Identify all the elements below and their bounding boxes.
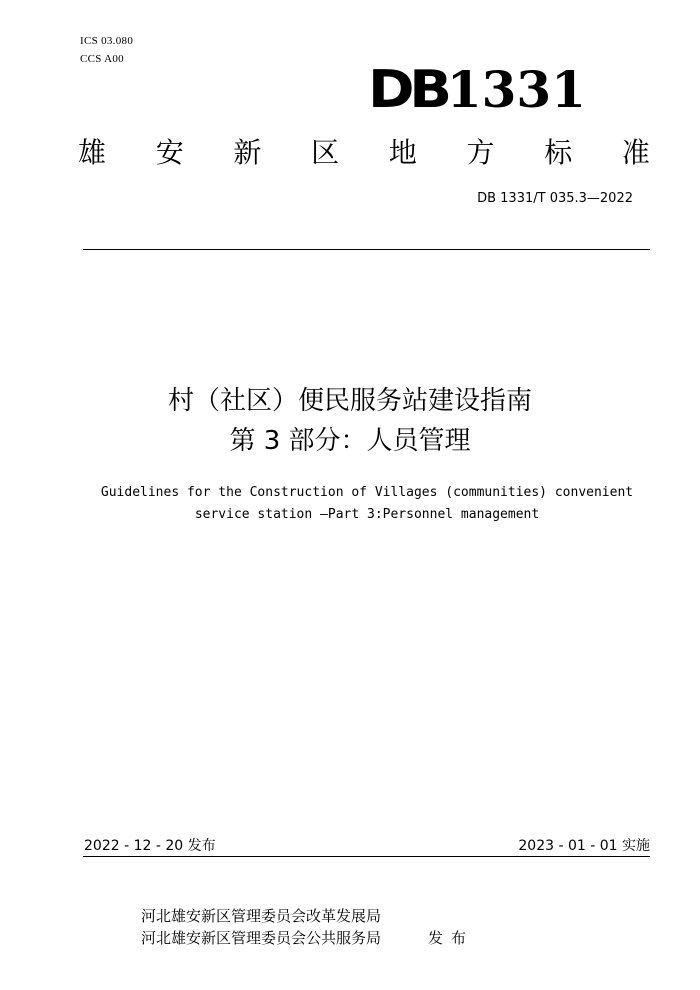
bottom-divider bbox=[83, 856, 650, 857]
top-divider bbox=[83, 249, 650, 250]
standard-type-char: 方 bbox=[466, 136, 495, 169]
standard-type-char: 标 bbox=[544, 136, 573, 169]
title-en-line2: service station —Part 3:Personnel management bbox=[194, 507, 540, 522]
standard-type-char: 安 bbox=[155, 136, 184, 169]
title-cn-line2: 第 3 部分：人员管理 bbox=[229, 426, 471, 456]
standard-type-heading bbox=[78, 133, 650, 173]
standard-type-char: 区 bbox=[311, 136, 340, 169]
title-cn-line1: 村（社区）便民服务站建设指南 bbox=[167, 386, 532, 416]
issue-label: 发布 bbox=[428, 929, 475, 947]
issuer-line2: 河北雄安新区管理委员会公共服务局 bbox=[141, 929, 382, 947]
standard-type-char: 雄 bbox=[78, 136, 107, 169]
ccs-code: CCS A00 bbox=[80, 53, 124, 65]
standard-number: DB 1331/T 035.3—2022 bbox=[477, 191, 633, 206]
standard-type-char: 新 bbox=[233, 136, 262, 169]
standard-type-char: 地 bbox=[388, 136, 417, 169]
issuer-line1: 河北雄安新区管理委员会改革发展局 bbox=[141, 907, 382, 925]
standard-type-char: 准 bbox=[621, 136, 650, 169]
ics-code: ICS 03.080 bbox=[80, 35, 134, 47]
implementation-date: 2023 - 01 - 01 实施 bbox=[518, 838, 650, 854]
logo-number: 1331 bbox=[446, 60, 586, 119]
standard-logo bbox=[368, 60, 586, 120]
title-en-line1: Guidelines for the Construction of Villages (communities) convenient bbox=[100, 485, 634, 500]
issue-date: 2022 - 12 - 20 发布 bbox=[84, 838, 216, 854]
logo-db-text: DB bbox=[368, 60, 447, 120]
